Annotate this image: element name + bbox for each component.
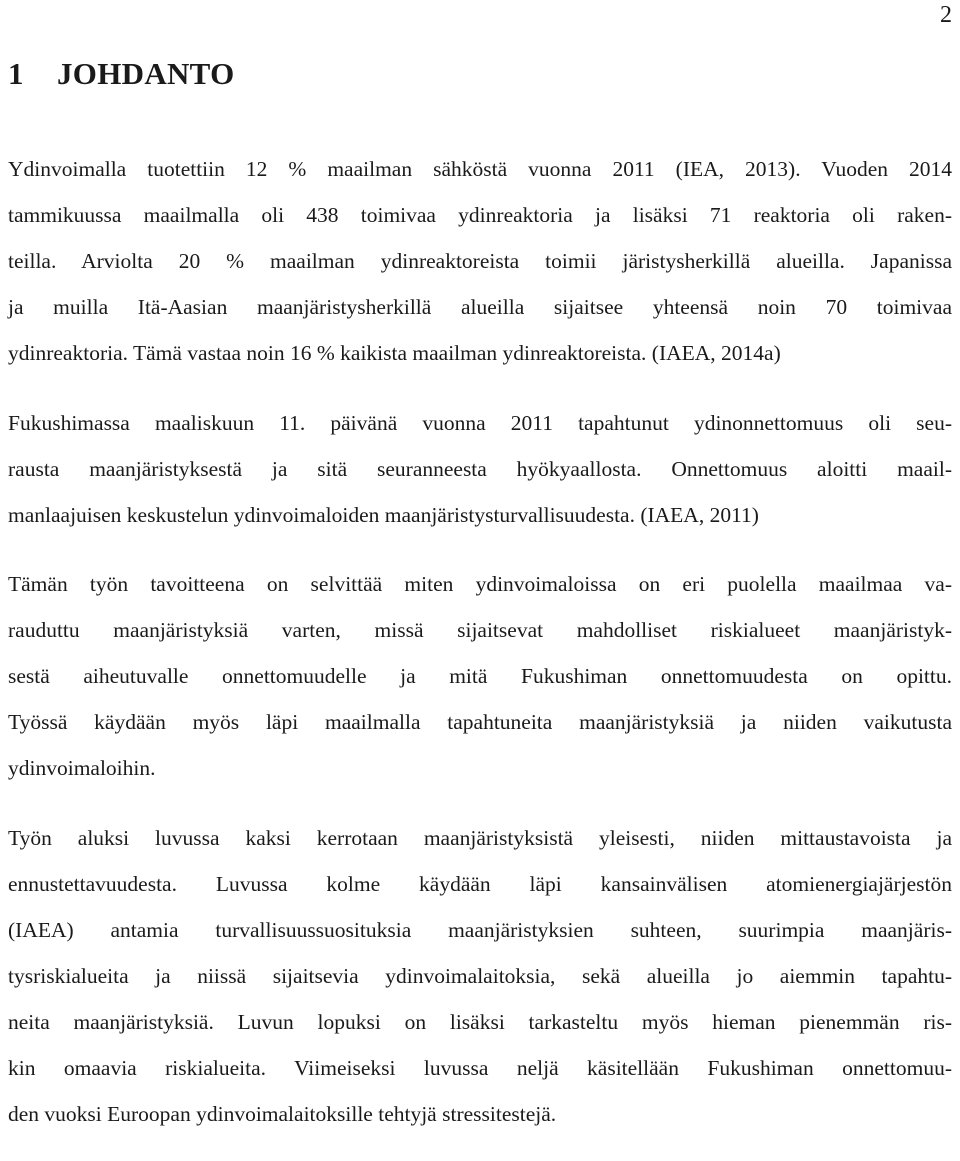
chapter-heading [8,56,235,92]
paragraph-structure [8,815,952,1137]
text-line: ennustettavuudesta. Luvussa kolme käydään läpi kansainvälisen atomienergiajärjestön [8,872,952,896]
text-line: den vuoksi Euroopan ydinvoimalaitoksille tehtyjä stressitestejä. [8,1102,557,1126]
text-line: kin omaavia riskialueita. Viimeiseksi luvussa neljä käsitellään Fukushiman onnettomuu- [8,1056,952,1080]
chapter-title: JOHDANTO [57,56,235,91]
text-line: sestä aiheutuvalle onnettomuudelle ja mitä Fukushiman onnettomuudesta on opittu. [8,664,952,688]
paragraph-fukushima [8,400,952,538]
text-line: tammikuussa maailmalla oli 438 toimivaa ydinreaktoria ja lisäksi 71 reaktoria oli raken- [8,203,952,227]
paragraph-objectives [8,561,952,791]
text-line: ydinreaktoria. Tämä vastaa noin 16 % kaikista maailman ydinreaktoreista. (IAEA, 2014a) [8,341,781,365]
text-line: neita maanjäristyksiä. Luvun lopuksi on lisäksi tarkasteltu myös hieman pienemmän ris- [8,1010,952,1034]
text-line: teilla. Arviolta 20 % maailman ydinreaktoreista toimii järistysherkillä alueilla. Japanissa [8,249,952,273]
text-line: (IAEA) antamia turvallisuussuosituksia maanjäristyksien suhteen, suurimpia maanjäris- [8,918,952,942]
text-line: Ydinvoimalla tuotettiin 12 % maailman sähköstä vuonna 2011 (IEA, 2013). Vuoden 2014 [8,157,952,181]
text-line: Työssä käydään myös läpi maailmalla tapahtuneita maanjäristyksiä ja niiden vaikutusta [8,710,952,734]
paragraph-nuclear-statistics [8,146,952,376]
text-line: Tämän työn tavoitteena on selvittää miten ydinvoimaloissa on eri puolella maailmaa va- [8,572,952,596]
text-line: Työn aluksi luvussa kaksi kerrotaan maanjäristyksistä yleisesti, niiden mittaustavoista ja [8,826,952,850]
body-text [8,146,952,1161]
text-line: Fukushimassa maaliskuun 11. päivänä vuonna 2011 tapahtunut ydinonnettomuus oli seu- [8,411,952,435]
chapter-number: 1 [8,56,24,91]
text-line: rauduttu maanjäristyksiä varten, missä sijaitsevat mahdolliset riskialueet maanjäristyk- [8,618,952,642]
text-line: tysriskialueita ja niissä sijaitsevia ydinvoimalaitoksia, sekä alueilla jo aiemmin tapahtu- [8,964,952,988]
text-line: ja muilla Itä-Aasian maanjäristysherkillä alueilla sijaitsee yhteensä noin 70 toimivaa [8,295,952,319]
text-line: rausta maanjäristyksestä ja sitä seuranneesta hyökyaallosta. Onnettomuus aloitti maail- [8,457,952,481]
text-line: manlaajuisen keskustelun ydinvoimaloiden maanjäristysturvallisuudesta. (IAEA, 2011) [8,503,759,527]
page-number: 2 [940,2,952,28]
text-line: ydinvoimaloihin. [8,756,156,780]
